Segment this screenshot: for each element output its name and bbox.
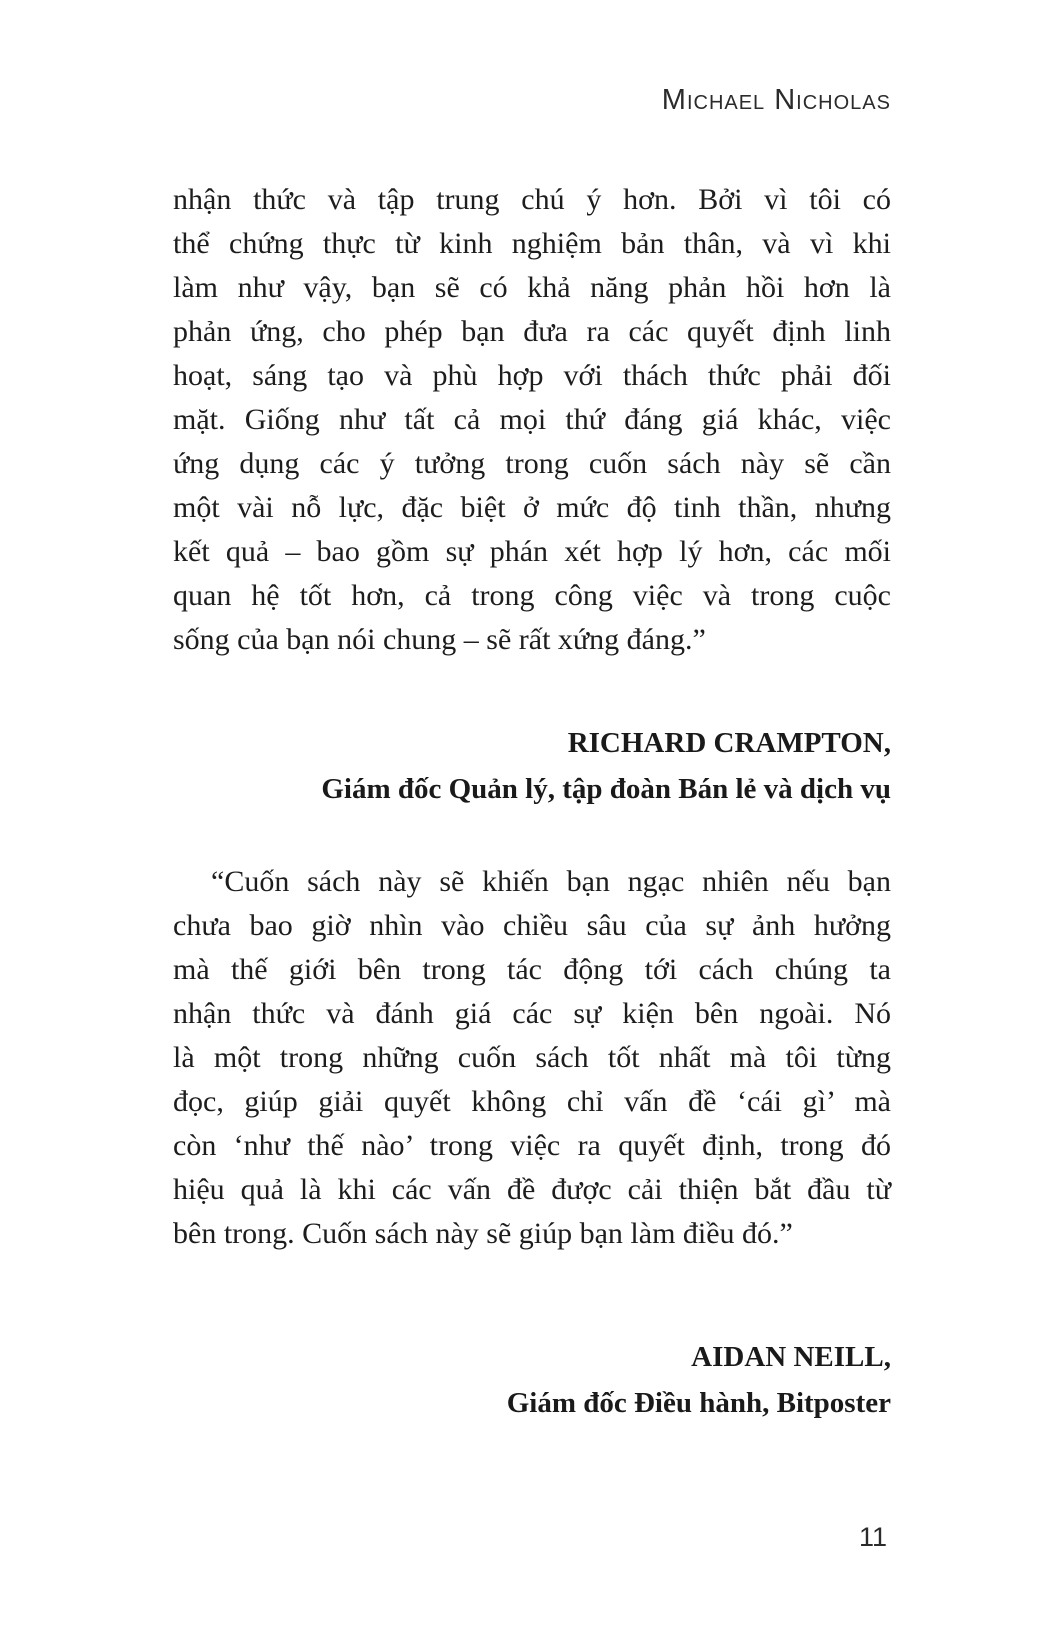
running-header-author: Michael Nicholas — [661, 84, 891, 116]
text-line: phản ứng, cho phép bạn đưa ra các quyết định linh — [173, 315, 891, 348]
quote-paragraph-2 — [173, 860, 891, 1256]
text-line: nhận thức và đánh giá các sự kiện bên ngoài. Nó — [173, 997, 891, 1030]
text-line: hoạt, sáng tạo và phù hợp với thách thức phải đối — [173, 359, 891, 392]
text-line: sống của bạn nói chung – sẽ rất xứng đáng.” — [173, 623, 706, 656]
text-line: làm như vậy, bạn sẽ có khả năng phản hồi hơn là — [173, 271, 891, 304]
attribution-title: Giám đốc Quản lý, tập đoàn Bán lẻ và dịch vụ — [321, 773, 891, 805]
attribution-name: AIDAN NEILL, — [691, 1341, 891, 1373]
text-line: đọc, giúp giải quyết không chỉ vấn đề ‘cái gì’ mà — [173, 1085, 891, 1118]
attribution-block-2 — [173, 1334, 891, 1426]
text-line: một vài nỗ lực, đặc biệt ở mức độ tinh thần, nhưng — [173, 491, 891, 524]
text-line: mà thế giới bên trong tác động tới cách chúng ta — [173, 953, 891, 986]
text-line: quan hệ tốt hơn, cả trong công việc và trong cuộc — [173, 579, 891, 612]
text-line: mặt. Giống như tất cả mọi thứ đáng giá khác, việc — [173, 403, 891, 436]
quote-paragraph-1 — [173, 178, 891, 662]
text-line: thể chứng thực từ kinh nghiệm bản thân, và vì khi — [173, 227, 891, 260]
page-number: 11 — [858, 1522, 887, 1552]
text-line: bên trong. Cuốn sách này sẽ giúp bạn làm điều đó.” — [173, 1217, 793, 1250]
text-line: còn ‘như thế nào’ trong việc ra quyết định, trong đó — [173, 1129, 891, 1162]
text-line: là một trong những cuốn sách tốt nhất mà tôi từng — [173, 1041, 891, 1074]
text-line: hiệu quả là khi các vấn đề được cải thiện bắt đầu từ — [173, 1173, 891, 1206]
text-line: ứng dụng các ý tưởng trong cuốn sách này sẽ cần — [173, 447, 891, 480]
text-line: chưa bao giờ nhìn vào chiều sâu của sự ảnh hưởng — [173, 909, 891, 942]
attribution-title: Giám đốc Điều hành, Bitposter — [506, 1387, 891, 1419]
attribution-name: RICHARD CRAMPTON, — [567, 727, 891, 759]
text-line: kết quả – bao gồm sự phán xét hợp lý hơn, các mối — [173, 535, 891, 568]
attribution-block-1 — [173, 720, 891, 812]
text-line: “Cuốn sách này sẽ khiến bạn ngạc nhiên nếu bạn — [211, 865, 891, 898]
text-line: nhận thức và tập trung chú ý hơn. Bởi vì tôi có — [173, 183, 891, 216]
